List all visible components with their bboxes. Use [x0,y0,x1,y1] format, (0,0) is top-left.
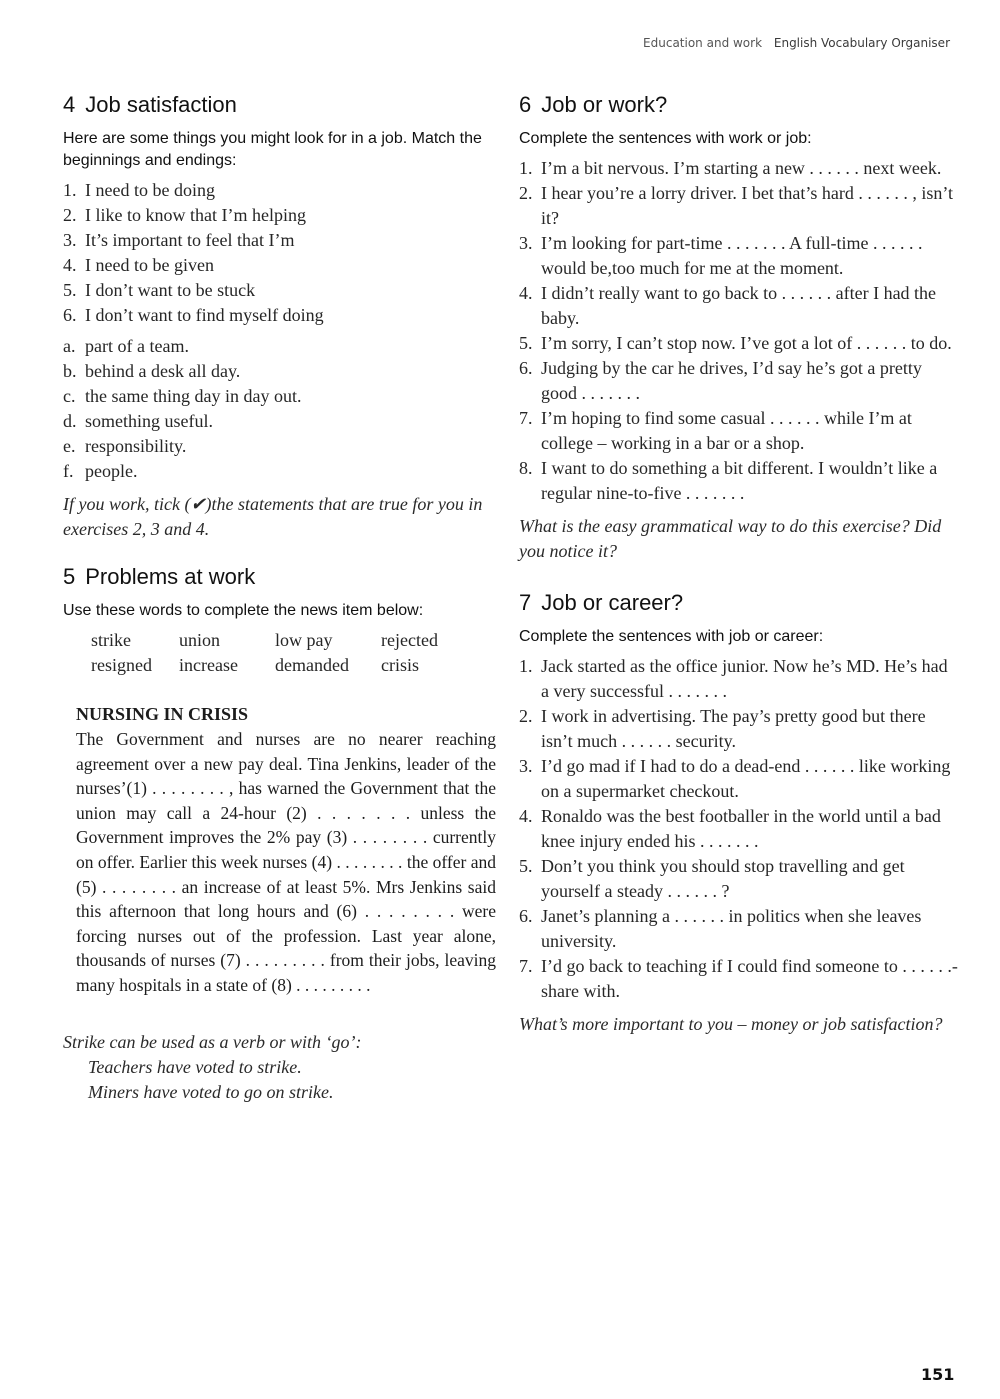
item-number: 6. [63,305,77,325]
item-text: I’m looking for part-time . . . . . . . A full-time . . . . . . would be,too much for me at the moment. [541,233,923,278]
list-item [63,334,498,359]
word: resigned [91,655,152,675]
list-item [519,181,959,231]
list-item [519,356,959,406]
list-item [519,954,959,1004]
item-text: Ronaldo was the best footballer in the world until a bad knee injury ended his . . . . . . . [541,806,941,851]
list-item [63,434,498,459]
note-intro: Strike can be used as a verb or with ‘go’: [63,1031,362,1052]
item-letter: d. [63,411,77,431]
beginnings-list [63,178,498,328]
list-item [63,409,498,434]
list-item [519,156,959,181]
section-heading [63,564,498,590]
item-letter: c. [63,386,76,406]
section-heading [63,92,498,118]
list-item [519,231,959,281]
instructions: Use these words to complete the news item below: [63,602,424,619]
note-example: Miners have voted to go on strike. [88,1081,334,1102]
note-example: Teachers have voted to strike. [88,1056,302,1077]
item-text: It’s important to feel that I’m [85,230,295,250]
item-letter: b. [63,361,77,381]
item-number: 3. [519,756,533,776]
left-column [63,92,498,1121]
item-text: I’m sorry, I can’t stop now. I’ve got a lot of . . . . . . to do. [541,333,952,353]
running-head-section: Education and work [643,36,763,50]
list-item [519,754,959,804]
item-text: I’m a bit nervous. I’m starting a new . . . . . . next week. [541,158,942,178]
sentences-list [519,654,959,1004]
section-heading [519,590,959,616]
list-item [519,804,959,854]
list-item [519,331,959,356]
list-item [63,253,498,278]
right-column [519,92,959,1053]
item-number: 4. [519,283,533,303]
item-text: I want to do something a bit different. I wouldn’t like a regular nine-to-five . . . . . . . [541,458,938,503]
instructions: Complete the sentences with work or job: [519,130,812,147]
list-item [519,406,959,456]
item-text: I’d go mad if I had to do a dead-end . . . . . . like working on a supermarket checkout. [541,756,951,801]
item-text: Don’t you think you should stop travelling and get yourself a steady . . . . . . ? [541,856,905,901]
section-title: Job satisfaction [85,92,237,117]
item-letter: e. [63,436,76,456]
instructions: Complete the sentences with job or career: [519,628,824,645]
item-letter: a. [63,336,76,356]
item-number: 2. [519,183,533,203]
list-item [519,654,959,704]
tip-note: What’s more important to you – money or job satisfaction? [519,1014,943,1034]
item-number: 6. [519,358,533,378]
item-text: I like to know that I’m helping [85,205,306,225]
tip-note: If you work, tick (✔)the statements that are true for you in exercises 2, 3 and 4. [63,494,483,539]
item-letter: f. [63,461,74,481]
item-text: I hear you’re a lorry driver. I bet that’s hard . . . . . . , isn’t it? [541,183,954,228]
item-text: part of a team. [85,336,189,356]
section-job-satisfaction [63,92,498,542]
running-head-book: English Vocabulary Organiser [773,36,950,50]
item-number: 7. [519,956,533,976]
item-number: 5. [519,333,533,353]
section-heading [519,92,959,118]
item-text: the same thing day in day out. [85,386,302,406]
item-number: 8. [519,458,533,478]
item-number: 5. [63,280,77,300]
section-number: 4 [63,92,76,117]
list-item [519,704,959,754]
endings-list [63,334,498,484]
item-text: something useful. [85,411,213,431]
section-number: 6 [519,92,532,117]
word: strike [91,630,131,650]
item-number: 7. [519,408,533,428]
list-item [63,178,498,203]
article-body: The Government and nurses are no nearer reaching agreement over a new pay deal. Tina Jenkins, leader of the nurses’(1) . . . . . . . . , has warned the Government that the union may call a 24-hour (2) . . . . . . . unless the Government improves the 2% pay (3) . . . . . . . . currently on offer. Earlier this week nurses (4) . . . . . . . . the offer and (5) . . . . . . . . an increase of at least 5%. Mrs Jenkins said this afternoon that long hours and (6) . . . . . . . . were forcing nurses out of the profession. Last year alone, thousands of nurses (7) . . . . . . . . . from their jobs, leaving many hospitals in a state of (8) . . . . . . . . . [76,729,496,995]
section-title: Problems at work [85,564,256,589]
section-job-or-work [519,92,959,564]
word: crisis [381,655,419,675]
list-item [519,281,959,331]
item-number: 4. [63,255,77,275]
item-text: I don’t want to be stuck [85,280,256,300]
item-text: I’d go back to teaching if I could find someone to . . . . . .-share with. [541,956,958,1001]
instructions: Here are some things you might look for in a job. Match the beginnings and endings: [63,130,482,169]
list-item [63,203,498,228]
list-item [519,456,959,506]
word: low pay [275,630,333,650]
section-problems-at-work [63,564,498,1105]
item-text: I need to be given [85,255,214,275]
news-article [76,704,496,998]
item-text: Judging by the car he drives, I’d say he’s got a pretty good . . . . . . . [541,358,922,403]
word-box [91,628,498,678]
strike-note [63,1030,498,1105]
item-text: behind a desk all day. [85,361,241,381]
item-number: 6. [519,906,533,926]
tip-note: What is the easy grammatical way to do this exercise? Did you notice it? [519,516,942,561]
word: union [179,630,221,650]
section-title: Job or career? [541,590,684,615]
list-item [63,384,498,409]
item-number: 4. [519,806,533,826]
item-number: 2. [519,706,533,726]
item-text: I didn’t really want to go back to . . . . . . after I had the baby. [541,283,937,328]
list-item [519,854,959,904]
item-number: 5. [519,856,533,876]
item-number: 2. [63,205,77,225]
running-head [643,36,950,50]
word: increase [179,655,238,675]
item-text: I need to be doing [85,180,215,200]
list-item [519,904,959,954]
item-number: 1. [519,656,533,676]
article-title: NURSING IN CRISIS [76,704,249,724]
item-text: I work in advertising. The pay’s pretty good but there isn’t much . . . . . . security. [541,706,926,751]
item-number: 1. [63,180,77,200]
item-text: Jack started as the office junior. Now he’s MD. He’s had a very successful . . . . . . . [541,656,948,701]
item-text: I’m hoping to find some casual . . . . . . while I’m at college – working in a bar or a shop. [541,408,912,453]
sentences-list [519,156,959,506]
word: rejected [381,630,438,650]
section-job-or-career [519,590,959,1037]
list-item [63,228,498,253]
list-item [63,303,498,328]
list-item [63,359,498,384]
item-number: 3. [63,230,77,250]
section-title: Job or work? [541,92,668,117]
item-number: 3. [519,233,533,253]
item-text: I don’t want to find myself doing [85,305,324,325]
page-number: 151 [921,1365,955,1384]
item-text: Janet’s planning a . . . . . . in politics when she leaves university. [541,906,922,951]
item-text: responsibility. [85,436,187,456]
list-item [63,459,498,484]
list-item [63,278,498,303]
item-number: 1. [519,158,533,178]
word: demanded [275,655,349,675]
item-text: people. [85,461,138,481]
section-number: 7 [519,590,532,615]
section-number: 5 [63,564,76,589]
